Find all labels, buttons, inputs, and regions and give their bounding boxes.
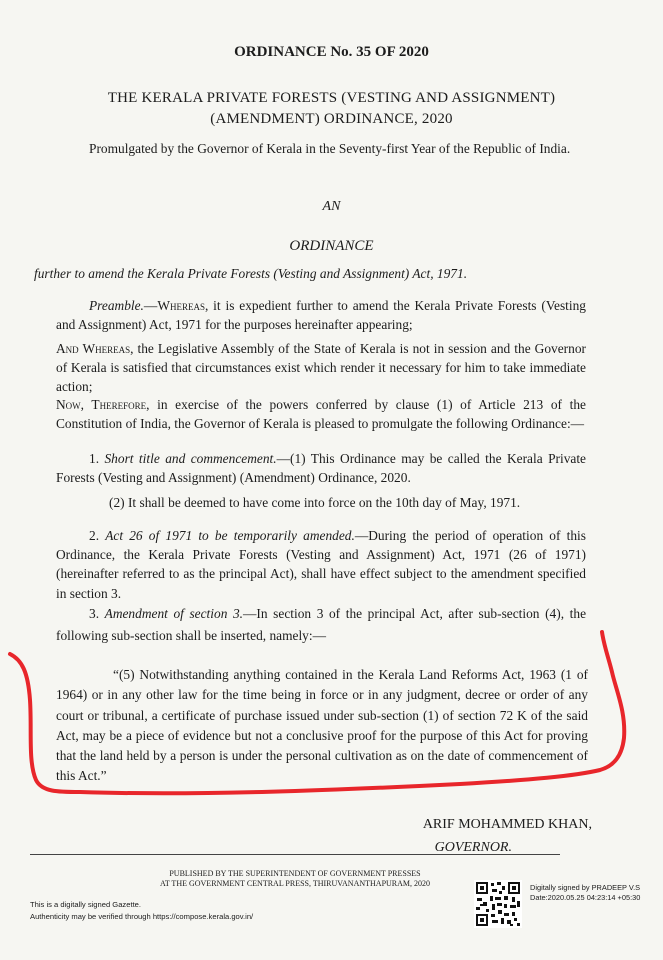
- section-2-number: 2.: [89, 528, 106, 543]
- signatory-name: ARIF MOHAMMED KHAN,: [422, 817, 592, 832]
- ordinance-title: [40, 88, 623, 130]
- section-1-subsection-2: (2) It shall be deemed to have come into force on the 10th day of May, 1971.: [109, 495, 521, 510]
- section-3-heading: Amendment of section 3.: [104, 606, 244, 621]
- section-3-text: —In section 3 of the principal Act, after sub-section (4), the following sub-section shall be inserted, namely:—: [56, 606, 587, 643]
- authenticity-link[interactable]: Authenticity may be verified through https://compose.kerala.gov.in/: [30, 912, 254, 921]
- inserted-subsection-5: “(5) Notwithstanding anything contained in the Kerala Land Reforms Act, 1963 (1 of 1964) or in any other law for the time being in force or in any judgment, decree or order of any court or tribunal, a certificate of purchase issued under sub-section (1) of section 72 K of the said Act, may be a piece of evidence but not a conclusive proof for the purpose of this Act for proving that the land held by a person is under the personal cultivation as on the date of commencement of this Act.”: [56, 667, 588, 784]
- preamble-heading: Preamble.: [89, 298, 144, 313]
- ordinance-title-line-1: THE KERALA PRIVATE FORESTS (VESTING AND ASSIGNMENT): [107, 90, 556, 106]
- gazette-notes: [30, 899, 330, 923]
- publisher-line-2: AT THE GOVERNMENT CENTRAL PRESS, THIRUVANANTHAPURAM, 2020: [159, 879, 431, 888]
- preamble-text: , it is expedient further to amend the Kerala Private Forests (Vesting and Assignment) Act, 1971 for the purposes hereinafter appearing;: [56, 298, 586, 333]
- ordinance-heading: ORDINANCE: [289, 238, 374, 254]
- promulgation-text: Promulgated by the Governor of Kerala in the Seventy-first Year of the Republic of India.: [89, 141, 571, 156]
- section-3: [56, 603, 586, 647]
- section-1-number: 1.: [89, 451, 105, 466]
- footer-divider: [30, 854, 560, 855]
- signed-by: Digitally signed by PRADEEP V.S: [530, 883, 641, 892]
- section-1-heading: Short title and commencement.: [104, 451, 277, 466]
- whereas-paragraph: [56, 339, 586, 397]
- therefore-text: , in exercise of the powers conferred by clause (1) of Article 213 of the Constitution of India, the Governor of Kerala is pleased to promulgate the following Ordinance:—: [56, 397, 586, 432]
- section-2-heading: Act 26 of 1971 to be temporarily amended.: [105, 528, 355, 543]
- gazette-note: This is a digitally signed Gazette.: [30, 900, 142, 909]
- section-1-text: —(1) This Ordinance may be called the Kerala Private Forests (Vesting and Assignment) (Amendment) Ordinance, 2020.: [56, 451, 587, 486]
- whereas-lead: And Whereas: [56, 341, 131, 356]
- an-heading: AN: [322, 199, 341, 214]
- digital-signature: [530, 883, 660, 903]
- ordinance-title-line-2: (AMENDMENT) ORDINANCE, 2020: [210, 111, 453, 127]
- ordinance-number: ORDINANCE No. 35 OF 2020: [234, 44, 429, 60]
- qr-code-icon: [474, 880, 522, 928]
- preamble-paragraph: [56, 296, 586, 334]
- long-title: further to amend the Kerala Private Forests (Vesting and Assignment) Act, 1971.: [34, 266, 468, 281]
- therefore-paragraph: [56, 395, 586, 433]
- signatory-title: GOVERNOR.: [434, 840, 512, 855]
- therefore-lead: Now, Therefore: [56, 397, 147, 412]
- section-1: [56, 449, 586, 487]
- section-3-number: 3.: [89, 606, 105, 621]
- preamble-lead: —Whereas: [143, 298, 205, 313]
- section-2: [56, 526, 586, 603]
- whereas-text: , the Legislative Assembly of the State of Kerala is not in session and the Governor of Kerala is satisfied that circumstances exist which render it necessary for him to take immediate action;: [56, 341, 586, 395]
- publisher-block: [120, 869, 470, 889]
- publisher-line-1: PUBLISHED BY THE SUPERINTENDENT OF GOVERNMENT PRESSES: [169, 869, 421, 878]
- section-2-text: —During the period of operation of this Ordinance, the Kerala Private Forests (Vesting and Assignment) Act, 1971 (26 of 1971) (hereinafter referred to as the principal Act), shall have effect subject to the amendment specified in section 3.: [56, 528, 586, 601]
- signed-date: Date:2020.05.25 04:23:14 +05:30: [530, 893, 641, 902]
